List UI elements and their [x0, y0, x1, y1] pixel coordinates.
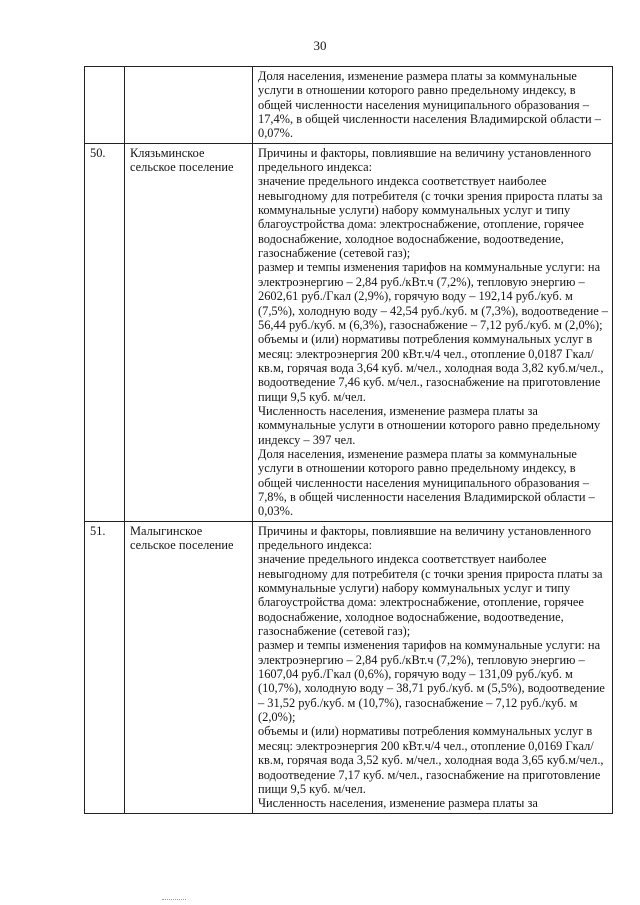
page-number: 30 — [313, 38, 327, 53]
description-cell — [253, 143, 613, 521]
indices-table — [84, 66, 613, 814]
number-cell — [85, 67, 125, 144]
number-cell — [85, 143, 125, 521]
table-row-51 — [85, 521, 613, 813]
description-paragraph: Причины и факторы, повлиявшие на величину установленного предельного индекса: — [258, 145, 592, 175]
description-paragraph: Численность населения, изменение размера платы за — [258, 796, 538, 811]
description-paragraph: значение предельного индекса соответствует наиболее невыгодному для потребителя (с точки зрения прироста платы за коммунальные услуги) набору коммунальных услуг и типу благоустройства дома: электроснабжение, отопление, горячее водоснабжение, холодное водоснабжение, водоотведение, газоснабжение (сетевой газ); — [258, 552, 603, 639]
description-paragraph: Численность населения, изменение размера платы за коммунальные услуги в отношении которого равно предельному индексу – 397 чел. — [258, 403, 601, 447]
description-cell — [253, 521, 613, 813]
continuation-text: Доля населения, изменение размера платы за коммунальные услуги в отношении которого равно предельному индексу, в общей численности населения муниципального образования – 17,4%, в общей численности населения Владимирской области – 0,07%. — [258, 69, 601, 141]
description-paragraph: размер и темпы изменения тарифов на коммунальные услуги: на электроэнергию – 2,84 руб./кВт.ч (7,2%), тепловую энергию – 1607,04 руб./Гкал (0,6%), горячую воду – 131,09 руб./куб. м (10,7%), холодную воду – 38,71 руб./куб. м (5,5%), водоотведение – 31,52 руб./куб. м (10,7%), газоснабжение – 7,12 руб./куб. м (2,0%); — [258, 638, 605, 725]
description-cell — [253, 67, 613, 144]
municipality-name: Малыгинское сельское поселение — [130, 523, 234, 552]
description-paragraph: Причины и факторы, повлиявшие на величину установленного предельного индекса: — [258, 523, 592, 552]
scan-artifact — [162, 899, 186, 903]
row-number: 51. — [90, 523, 106, 538]
table-row-50 — [85, 143, 613, 521]
description-paragraph: размер и темпы изменения тарифов на коммунальные услуги: на электроэнергию – 2,84 руб./кВт.ч (7,2%), тепловую энергию – 2602,61 руб./Гкал (2,9%), горячую воду – 192,14 руб./куб. м (7,5%), холодную воду – 42,54 руб./куб. м (7,3%), водоотведение – 56,44 руб./куб. м (6,3%), газоснабжение – 7,12 руб./куб. м (2,0%); — [258, 260, 608, 332]
description-paragraph: объемы и (или) нормативы потребления коммунальных услуг в месяц: электроэнергия 200 кВт.ч/4 чел., отопление 0,0187 Гкал/кв.м, горячая вода 3,64 куб. м/чел., холодная вода 3,82 куб.м/чел., водоотведение 7,46 куб. м/чел., газоснабжение на приготовление пищи 9,5 куб. м/чел. — [258, 332, 604, 404]
description-paragraph: объемы и (или) нормативы потребления коммунальных услуг в месяц: электроэнергия 200 кВт.ч/4 чел., отопление 0,0169 Гкал/кв.м, горячая вода 3,52 куб. м/чел., холодная вода 3,65 куб.м/чел., водоотведение 7,17 куб. м/чел., газоснабжение на приготовление пищи 9,5 куб. м/чел. — [258, 724, 604, 796]
municipality-name: Клязьминское сельское поселение — [130, 145, 234, 175]
municipality-cell — [125, 521, 253, 813]
description-paragraph: Доля населения, изменение размера платы за коммунальные услуги в отношении которого равно предельному индексу, в общей численности населения муниципального образования – 7,8%, в общей численности населения Владимирской области – 0,03%. — [258, 446, 595, 519]
description-paragraph: значение предельного индекса соответствует наиболее невыгодному для потребителя (с точки зрения прироста платы за коммунальные услуги) набору коммунальных услуг и типу благоустройства дома: электроснабжение, отопление, горячее водоснабжение, холодное водоснабжение, водоотведение, газоснабжение (сетевой газ); — [258, 174, 603, 261]
municipality-cell — [125, 143, 253, 521]
table-row-continuation — [85, 67, 613, 144]
municipality-cell — [125, 67, 253, 144]
row-number: 50. — [90, 145, 106, 160]
number-cell — [85, 521, 125, 813]
